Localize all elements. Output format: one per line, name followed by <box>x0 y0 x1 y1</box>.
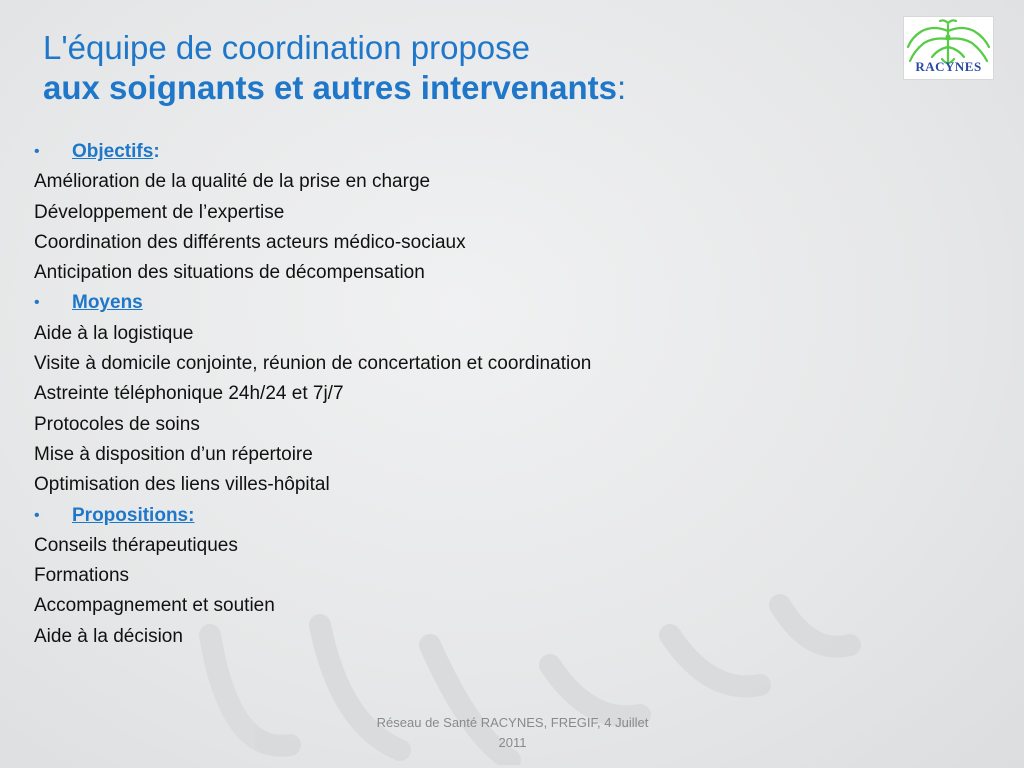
list-item: Protocoles de soins <box>34 413 200 435</box>
list-item: Anticipation des situations de décompensation <box>34 262 425 284</box>
footer-line-2: 2011 <box>498 735 527 750</box>
list-item: Conseils thérapeutiques <box>34 534 238 556</box>
heading-colon: : <box>153 141 160 162</box>
racynes-logo <box>903 16 994 80</box>
list-item: Aide à la décision <box>34 625 183 647</box>
list-item: Développement de l’expertise <box>34 201 285 223</box>
list-item: Accompagnement et soutien <box>34 595 275 617</box>
footer-line-1: Réseau de Santé RACYNES, FREGIF, 4 Juillet <box>376 715 649 730</box>
slide-footer <box>355 713 670 753</box>
list-item: Optimisation des liens villes-hôpital <box>34 474 330 496</box>
list-item: Coordination des différents acteurs médico-sociaux <box>34 231 466 253</box>
section-heading-moyens <box>34 288 934 318</box>
list-item: Amélioration de la qualité de la prise en charge <box>34 171 431 193</box>
section-heading-propositions <box>34 501 934 531</box>
content-list <box>34 137 934 652</box>
list-item: Formations <box>34 565 130 587</box>
title-line-2 <box>43 68 626 108</box>
heading-link-objectifs[interactable]: Objectifs <box>72 141 154 162</box>
title-line-1: L'équipe de coordination propose <box>43 29 531 66</box>
logo-text: RACYNES <box>915 59 982 74</box>
slide-title <box>43 28 626 108</box>
list-item: Mise à disposition d’un répertoire <box>34 443 313 465</box>
title-line-2-suffix: : <box>617 69 627 106</box>
title-line-2-bold: aux soignants et autres intervenants <box>43 69 618 106</box>
bullet-icon: • <box>34 506 40 524</box>
bullet-icon: • <box>34 294 40 312</box>
bullet-icon: • <box>34 143 40 160</box>
section-heading-objectifs <box>34 137 934 167</box>
list-item: Astreinte téléphonique 24h/24 et 7j/7 <box>34 383 344 405</box>
heading-link-moyens[interactable]: Moyens <box>72 292 143 314</box>
list-item: Visite à domicile conjointe, réunion de concertation et coordination <box>34 353 592 375</box>
list-item: Aide à la logistique <box>34 322 194 344</box>
heading-link-propositions[interactable]: Propositions: <box>72 504 195 526</box>
